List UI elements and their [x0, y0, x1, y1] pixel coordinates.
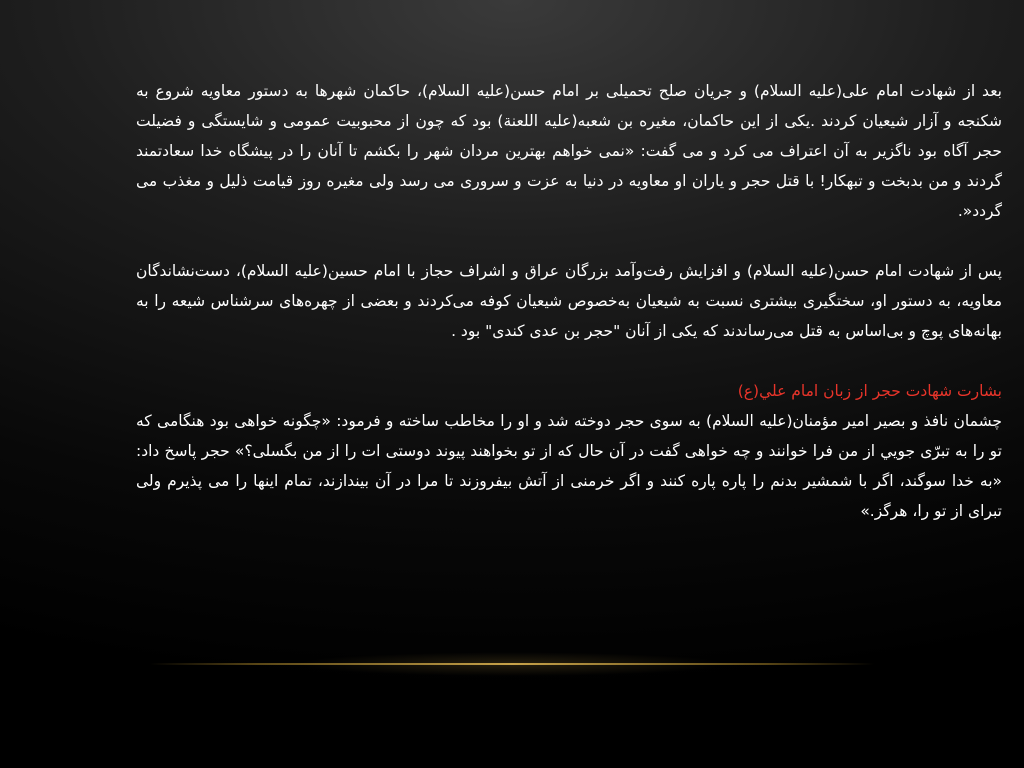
paragraph-3: چشمان نافذ و بصیر امیر مؤمنان(علیه السلام) به سوی حجر دوخته شد و او را مخاطب ساخته و فرمود: «چگونه خواهی بود هنگامی که تو را به تبرّی جويي از من فرا خوانند و چه خواهی گفت در آن حال که از تو بخواهند پیوند دوستی ات را از من بگسلی؟» حجر پاسخ داد: «به خدا سوگند، اگر با شمشیر بدنم را پاره پاره کنند و اگر خرمنی از آتش بیفروزند تا مرا در آن بیندازند، تمام اینها را می پذیرم ولی تبرای از تو را، هرگز.»: [136, 412, 1002, 520]
section-heading: بشارت شهادت حجر از زبان امام علي(ع): [737, 382, 1002, 400]
paragraph-spacer: [136, 226, 1002, 256]
paragraph-2: پس از شهادت امام حسن(علیه السلام) و افزایش رفت‌وآمد بزرگان عراق و اشراف حجاز با امام حسین(علیه السلام)، دست‌نشاندگان معاویه، به دستور او، سختگیری بیشتری نسبت به شیعیان به‌خصوص شیعیان کوفه می‌کردند و بعضی از چهره‌های سرشناس شیعه را به بهانه‌های پوچ و بی‌اساس به قتل می‌رساندند که یکی از آنان "حجر بن عدی کندی" بود .: [136, 262, 1002, 340]
text-body: [136, 76, 1002, 526]
decorative-gold-line: [150, 663, 874, 665]
paragraph-1: بعد از شهادت امام علی(علیه السلام) و جریان صلح تحمیلی بر امام حسن(علیه السلام)، حاکمان شهرها به دستور معاویه شروع به شکنجه و آزار شیعیان کردند .یکی از این حاکمان، مغیره بن شعبه(علیه اللعنة) بود که چون از محبوبیت عمومی و شایستگی و فضیلت حجر آگاه بود ناگزیر به آن اعتراف می کرد و می گفت: «نمی خواهم بهترین مردان شهر را بکشم تا آنان را در پیشگاه خدا سعادتمند گردند و من بدبخت و تبهکار! با قتل حجر و یاران او معاویه در دنیا به عزت و سروری می رسد ولی مغیره روز قیامت ذلیل و مغذب می گردد«.: [136, 82, 1002, 220]
paragraph-spacer: [136, 346, 1002, 376]
